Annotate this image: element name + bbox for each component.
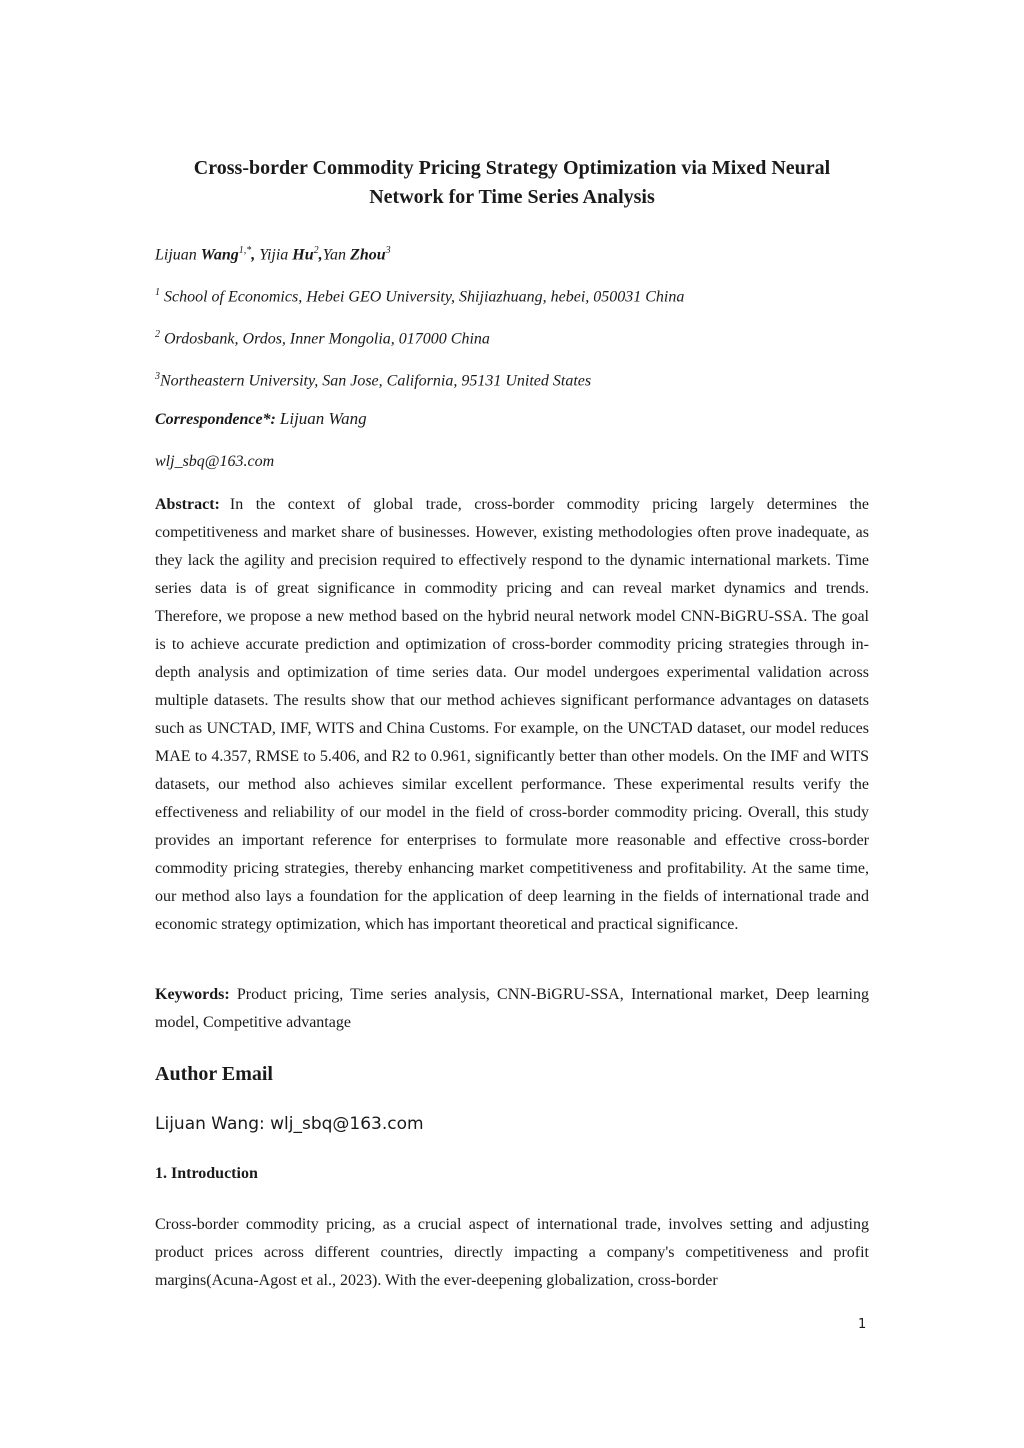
author-last-name: Hu [292, 246, 314, 264]
paper-title: Cross-border Commodity Pricing Strategy Optimization via Mixed Neural Network for Time Series Analysis [193, 157, 831, 208]
abstract [155, 491, 869, 939]
affiliation-text: School of Economics, Hebei GEO University, Shijiazhuang, hebei, 050031 China [160, 288, 685, 306]
keywords-label: Keywords: [155, 986, 230, 1003]
correspondence [155, 408, 367, 431]
correspondence-label: Correspondence*: [155, 411, 276, 428]
author-first-name: Lijuan [155, 246, 197, 264]
abstract-label: Abstract: [155, 496, 220, 513]
keywords [155, 981, 869, 1037]
affiliation-2 [155, 324, 490, 350]
abstract-text: In the context of global trade, cross-border commodity pricing largely determines the competitiveness and market share of businesses. However, existing methodologies often prove inadequate, as they lack the agility and precision required to effectively respond to the dynamic international markets. Time series data is of great significance in commodity pricing and can reveal market dynamics and trends. Therefore, we propose a new method based on the hybrid neural network model CNN-BiGRU-SSA. The goal is to achieve accurate prediction and optimization of cross-border commodity pricing strategies through in-depth analysis and optimization of time series data. Our model undergoes experimental validation across multiple datasets. The results show that our method achieves significant performance advantages on datasets such as UNCTAD, IMF, WITS and China Customs. For example, on the UNCTAD dataset, our model reduces MAE to 4.357, RMSE to 5.406, and R2 to 0.961, significantly better than other models. On the IMF and WITS datasets, our method also achieves similar excellent performance. These experimental results verify the effectiveness and reliability of our model in the field of cross-border commodity pricing. Overall, this study provides an important reference for enterprises to formulate more reasonable and effective cross-border commodity pricing strategies, thereby enhancing market competitiveness and profitability. At the same time, our method also lays a foundation for the application of deep learning in the fields of international trade and economic strategy optimization, which has important theoretical and practical significance. [155, 496, 869, 933]
author-first-name: Yan [322, 246, 347, 264]
affiliation-number: 3 [155, 371, 160, 382]
author-email-line: Lijuan Wang: wlj_sbq@163.com [155, 1114, 424, 1134]
correspondence-email[interactable]: wlj_sbq@163.com [155, 453, 275, 470]
affiliation-1 [155, 282, 684, 308]
author-superscript: 2 [313, 245, 319, 256]
affiliation-3 [155, 366, 591, 392]
affiliation-number: 2 [155, 329, 160, 340]
author-superscript: 1,* [238, 245, 252, 256]
author-first-name: Yijia [259, 246, 289, 264]
introduction-text: Cross-border commodity pricing, as a crucial aspect of international trade, involves setting and adjusting product prices across different countries, directly impacting a company's competitiveness and profit margins(Acuna-Agost et al., 2023). With the ever-deepening globalization, cross-border [155, 1216, 869, 1289]
page-number: 1 [858, 1317, 867, 1332]
affiliation-number: 1 [155, 287, 160, 298]
author-email-heading: Author Email [155, 1063, 273, 1085]
author-last-name: Zhou [350, 246, 386, 264]
affiliation-text: Northeastern University, San Jose, California, 95131 United States [160, 372, 592, 390]
author-last-name: Wang [200, 246, 239, 264]
section-heading-introduction: 1. Introduction [155, 1165, 258, 1182]
correspondence-name: Lijuan Wang [279, 409, 367, 428]
affiliation-text: Ordosbank, Ordos, Inner Mongolia, 017000 China [160, 330, 490, 348]
keywords-text: Product pricing, Time series analysis, CNN-BiGRU-SSA, International market, Deep learning model, Competitive advantage [155, 986, 869, 1031]
author-superscript: 3 [385, 245, 391, 256]
author-list: Lijuan Wang$^{1,*}$, Yijia Hu$^2$,Yan Zhou$^3$ [155, 245, 391, 264]
